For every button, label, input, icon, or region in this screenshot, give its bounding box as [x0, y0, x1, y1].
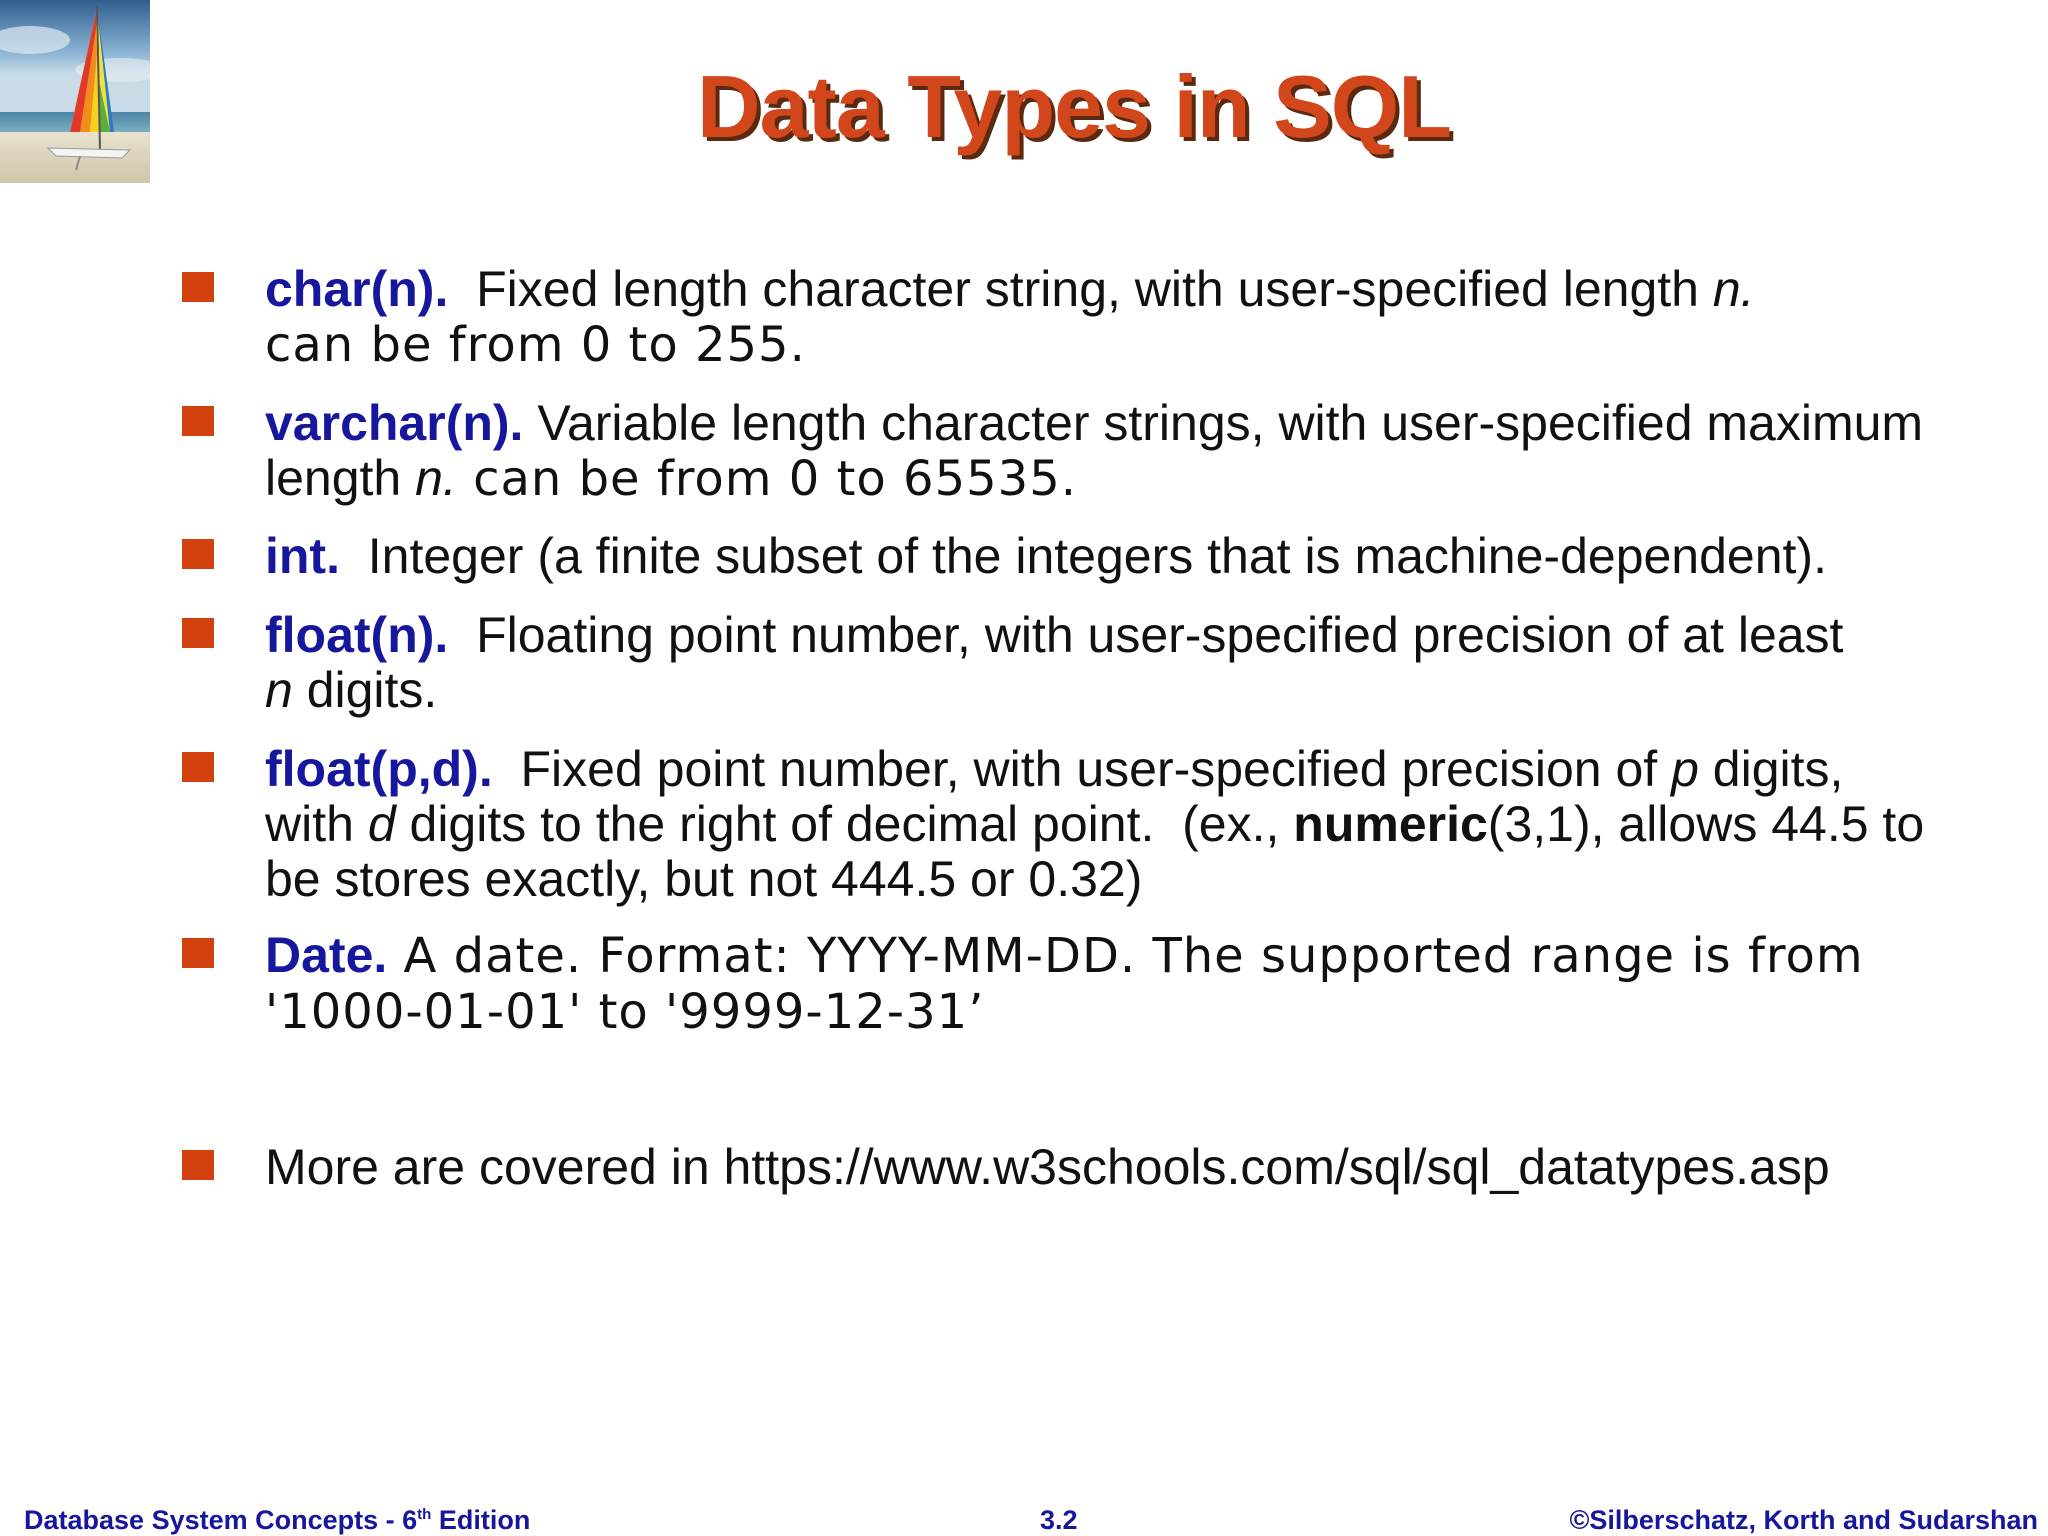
bullet-description: Variable length character strings, with user-specified maximum length	[265, 395, 1924, 506]
footer-slide-number: 3.2	[1040, 1505, 1078, 1535]
bullet-description-3: digits to the right of decimal point. (ex.,	[395, 796, 1294, 852]
term-float-n: float(n).	[265, 607, 449, 663]
footer-edition-text: Edition	[431, 1505, 531, 1535]
bullet-marker	[182, 752, 214, 782]
bullet-text	[265, 742, 1925, 907]
bullet-text	[265, 928, 1925, 1040]
bullet-description-4: (3,1), allows 44.5 to be stores exactly, but not 444.5 or 0.32)	[265, 796, 1925, 907]
slide-title: Data Types in SQL	[697, 57, 1451, 156]
term-varchar: varchar(n).	[265, 395, 524, 451]
bullet-text	[265, 396, 1925, 507]
bullet-description-tail: digits.	[292, 662, 438, 718]
footer-copyright: ©Silberschatz, Korth and Sudarshan	[1569, 1505, 2038, 1535]
bullet-marker	[182, 272, 214, 302]
bullet-marker	[182, 539, 214, 569]
bullet-marker	[182, 618, 214, 648]
mono-range-text: can be from 0 to 65535.	[456, 451, 1077, 507]
bullet-description: Integer (a finite subset of the integers that is machine-dependent).	[339, 528, 1827, 584]
bullet-text	[265, 262, 1925, 373]
bullet-description-2: digits, with	[265, 741, 1844, 852]
bullet-marker	[182, 1150, 214, 1180]
bullet-text	[265, 1140, 1925, 1195]
term-date: Date.	[265, 927, 388, 983]
bullet-description: Fixed length character string, with user-specified length	[448, 261, 1713, 317]
mono-date-text: A date. Format: YYYY-MM-DD. The supported range is from '1000-01-01' to '9999-12-31’	[265, 928, 1864, 1040]
bullet-marker	[182, 406, 214, 436]
term-char: char(n).	[265, 261, 449, 317]
italic-n: n.	[1712, 261, 1755, 317]
term-float-pd: float(p,d).	[265, 741, 493, 797]
bold-numeric: numeric	[1293, 796, 1488, 852]
footer-book-title-text: Database System Concepts - 6	[24, 1505, 418, 1535]
more-info-text: More are covered in https://www.w3schools.com/sql/sql_datatypes.asp	[265, 1139, 1830, 1195]
bullet-text	[265, 529, 1925, 584]
bullet-text	[265, 608, 1925, 718]
term-int: int.	[265, 528, 340, 584]
italic-p: p	[1671, 741, 1699, 797]
italic-n: n	[265, 662, 293, 718]
footer-book-title	[24, 1504, 530, 1536]
footer-superscript: th	[417, 1506, 432, 1523]
italic-n: n.	[415, 450, 457, 506]
bullet-description: Fixed point number, with user-specified precision of	[492, 741, 1672, 797]
mono-range-text: can be from 0 to 255.	[265, 317, 806, 373]
italic-d: d	[367, 796, 396, 852]
bullet-description: Floating point number, with user-specified precision of at least	[448, 607, 1858, 663]
bullet-marker	[182, 938, 214, 968]
